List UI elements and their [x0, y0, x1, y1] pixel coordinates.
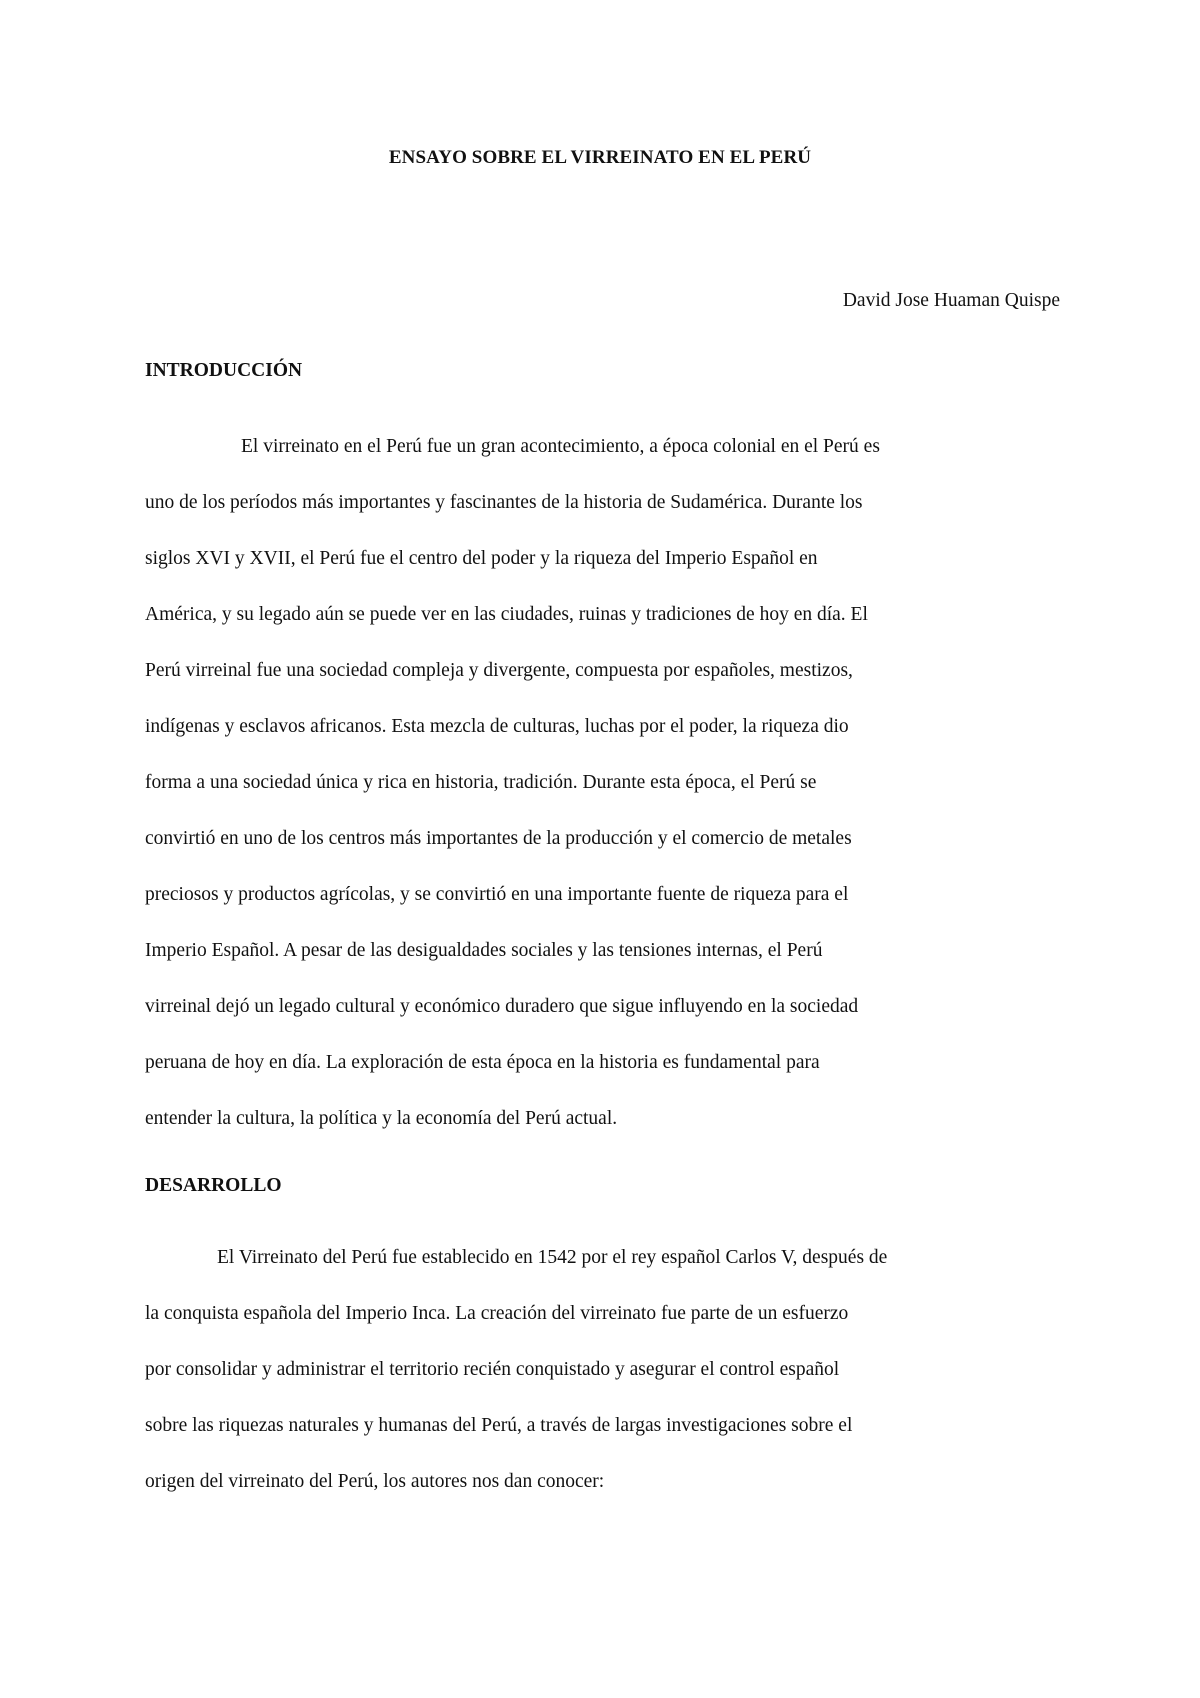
author-name: David Jose Huaman Quispe [842, 290, 1060, 311]
text-line: origen del virreinato del Perú, los autores nos dan conocer: [145, 1471, 605, 1492]
text-line: forma a una sociedad única y rica en historia, tradición. Durante esta época, el Perú se [145, 772, 817, 793]
section-heading-desarrollo: DESARROLLO [145, 1175, 282, 1196]
text-line: El virreinato en el Perú fue un gran acontecimiento, a época colonial en el Perú es [241, 436, 880, 457]
section-heading-introduccion: INTRODUCCIÓN [145, 360, 303, 381]
text-line: uno de los períodos más importantes y fascinantes de la historia de Sudamérica. Durante los [145, 492, 863, 513]
text-line: peruana de hoy en día. La exploración de esta época en la historia es fundamental para [145, 1052, 820, 1073]
text-line: por consolidar y administrar el territorio recién conquistado y asegurar el control español [145, 1359, 840, 1380]
text-line: sobre las riquezas naturales y humanas del Perú, a través de largas investigaciones sobre el [145, 1415, 853, 1436]
text-line: la conquista española del Imperio Inca. La creación del virreinato fue parte de un esfuerzo [145, 1303, 849, 1324]
text-line: Imperio Español. A pesar de las desigualdades sociales y las tensiones internas, el Perú [145, 940, 823, 961]
text-line: convirtió en uno de los centros más importantes de la producción y el comercio de metales [145, 828, 852, 849]
text-line: El Virreinato del Perú fue establecido en 1542 por el rey español Carlos V, después de [217, 1247, 888, 1268]
text-line: entender la cultura, la política y la economía del Perú actual. [145, 1108, 618, 1129]
text-line: virreinal dejó un legado cultural y económico duradero que sigue influyendo en la sociedad [145, 996, 859, 1017]
text-line: indígenas y esclavos africanos. Esta mezcla de culturas, luchas por el poder, la riqueza dio [145, 716, 849, 737]
text-line: preciosos y productos agrícolas, y se convirtió en una importante fuente de riqueza para el [145, 884, 849, 905]
paragraph-introduccion [145, 419, 1060, 1147]
paragraph-desarrollo [145, 1230, 1060, 1510]
document-title: ENSAYO SOBRE EL VIRREINATO EN EL PERÚ [388, 147, 812, 168]
text-line: siglos XVI y XVII, el Perú fue el centro del poder y la riqueza del Imperio Español en [145, 548, 818, 569]
text-line: América, y su legado aún se puede ver en las ciudades, ruinas y tradiciones de hoy en día. El [145, 604, 868, 625]
text-line: Perú virreinal fue una sociedad compleja y divergente, compuesta por españoles, mestizos, [145, 660, 853, 681]
